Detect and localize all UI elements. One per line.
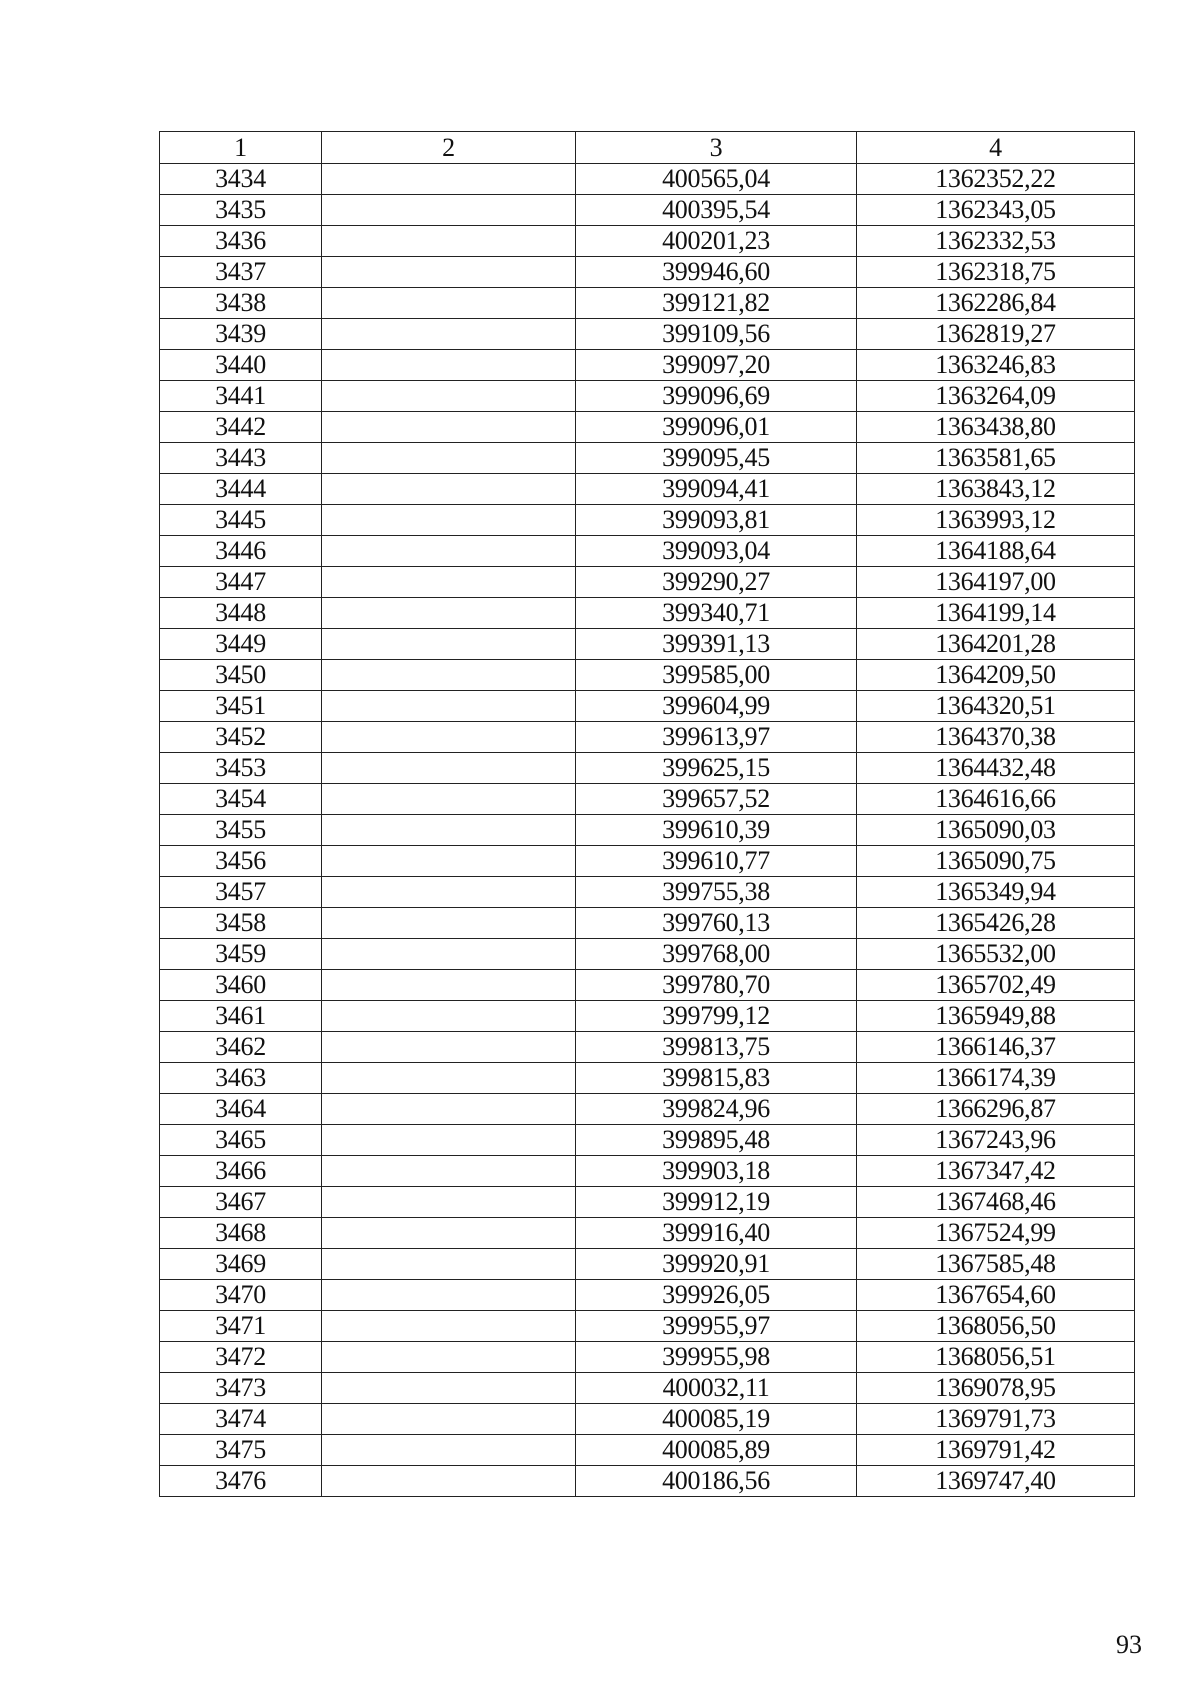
table-cell-col-1: 3459	[160, 939, 322, 970]
table-cell-col-3: 399815,83	[576, 1063, 857, 1094]
table-row	[160, 1218, 1135, 1249]
table-cell-col-1: 3462	[160, 1032, 322, 1063]
table-cell-col-4: 1364432,48	[857, 753, 1135, 784]
table-cell-col-4: 1362286,84	[857, 288, 1135, 319]
table-cell-col-2	[322, 443, 576, 474]
table-cell-col-3: 399946,60	[576, 257, 857, 288]
table-cell-col-2	[322, 660, 576, 691]
table-cell-col-4: 1365702,49	[857, 970, 1135, 1001]
table-row	[160, 319, 1135, 350]
table-cell-col-3: 399290,27	[576, 567, 857, 598]
table-cell-col-1: 3440	[160, 350, 322, 381]
table-row	[160, 536, 1135, 567]
table-row	[160, 1280, 1135, 1311]
table-cell-col-1: 3468	[160, 1218, 322, 1249]
table-cell-col-1: 3467	[160, 1187, 322, 1218]
table-cell-col-3: 399585,00	[576, 660, 857, 691]
table-cell-col-3: 399768,00	[576, 939, 857, 970]
table-cell-col-2	[322, 1404, 576, 1435]
table-cell-col-3: 400565,04	[576, 164, 857, 195]
table-cell-col-1: 3447	[160, 567, 322, 598]
table-cell-col-4: 1367524,99	[857, 1218, 1135, 1249]
table-cell-col-2	[322, 1342, 576, 1373]
table-row	[160, 350, 1135, 381]
table-cell-col-4: 1367585,48	[857, 1249, 1135, 1280]
table-cell-col-1: 3449	[160, 629, 322, 660]
table-cell-col-4: 1363438,80	[857, 412, 1135, 443]
table-cell-col-2	[322, 722, 576, 753]
table-cell-col-4: 1364616,66	[857, 784, 1135, 815]
table-cell-col-3: 399096,69	[576, 381, 857, 412]
table-cell-col-4: 1363581,65	[857, 443, 1135, 474]
table-cell-col-2	[322, 319, 576, 350]
table-cell-col-4: 1364188,64	[857, 536, 1135, 567]
table-cell-col-2	[322, 257, 576, 288]
table-cell-col-3: 399095,45	[576, 443, 857, 474]
table-cell-col-2	[322, 691, 576, 722]
table-cell-col-3: 399096,01	[576, 412, 857, 443]
table-cell-col-1: 3460	[160, 970, 322, 1001]
table-cell-col-4: 1367243,96	[857, 1125, 1135, 1156]
table-cell-col-3: 399610,77	[576, 846, 857, 877]
table-cell-col-4: 1367468,46	[857, 1187, 1135, 1218]
table-cell-col-2	[322, 1063, 576, 1094]
table-cell-col-1: 3442	[160, 412, 322, 443]
table-row	[160, 1435, 1135, 1466]
table-cell-col-2	[322, 1125, 576, 1156]
table-cell-col-1: 3476	[160, 1466, 322, 1497]
table-cell-col-1: 3451	[160, 691, 322, 722]
table-cell-col-1: 3463	[160, 1063, 322, 1094]
table-cell-col-3: 399391,13	[576, 629, 857, 660]
table-cell-col-2	[322, 1032, 576, 1063]
table-cell-col-3: 399824,96	[576, 1094, 857, 1125]
table-cell-col-2	[322, 474, 576, 505]
table-row	[160, 257, 1135, 288]
table-cell-col-1: 3470	[160, 1280, 322, 1311]
table-cell-col-2	[322, 567, 576, 598]
table-row	[160, 1187, 1135, 1218]
table-cell-col-4: 1365949,88	[857, 1001, 1135, 1032]
table-cell-col-1: 3465	[160, 1125, 322, 1156]
table-cell-col-1: 3464	[160, 1094, 322, 1125]
table-cell-col-2	[322, 1001, 576, 1032]
table-cell-col-2	[322, 164, 576, 195]
table-cell-col-1: 3461	[160, 1001, 322, 1032]
table-row	[160, 226, 1135, 257]
table-cell-col-1: 3444	[160, 474, 322, 505]
table-cell-col-3: 399780,70	[576, 970, 857, 1001]
table-row	[160, 474, 1135, 505]
table-cell-col-1: 3455	[160, 815, 322, 846]
table-cell-col-3: 399121,82	[576, 288, 857, 319]
table-cell-col-2	[322, 505, 576, 536]
table-cell-col-3: 399920,91	[576, 1249, 857, 1280]
table-cell-col-2	[322, 1280, 576, 1311]
table-row	[160, 1466, 1135, 1497]
table-row	[160, 1001, 1135, 1032]
table-cell-col-3: 399799,12	[576, 1001, 857, 1032]
table-cell-col-1: 3441	[160, 381, 322, 412]
table-cell-col-3: 399903,18	[576, 1156, 857, 1187]
table-cell-col-1: 3453	[160, 753, 322, 784]
table-row	[160, 1063, 1135, 1094]
table-cell-col-2	[322, 1435, 576, 1466]
table-cell-col-3: 399094,41	[576, 474, 857, 505]
table-row	[160, 691, 1135, 722]
table-cell-col-1: 3448	[160, 598, 322, 629]
table-row	[160, 443, 1135, 474]
table-cell-col-4: 1368056,50	[857, 1311, 1135, 1342]
table-cell-col-4: 1365349,94	[857, 877, 1135, 908]
table-cell-col-4: 1363264,09	[857, 381, 1135, 412]
table-row	[160, 784, 1135, 815]
table-cell-col-4: 1369078,95	[857, 1373, 1135, 1404]
table-cell-col-4: 1362332,53	[857, 226, 1135, 257]
table-cell-col-1: 3469	[160, 1249, 322, 1280]
table-cell-col-3: 399097,20	[576, 350, 857, 381]
table-row	[160, 722, 1135, 753]
table-row	[160, 381, 1135, 412]
table-cell-col-1: 3472	[160, 1342, 322, 1373]
table-row	[160, 753, 1135, 784]
table-cell-col-4: 1364197,00	[857, 567, 1135, 598]
table-cell-col-4: 1365090,75	[857, 846, 1135, 877]
column-header-4: 4	[857, 132, 1135, 164]
table-cell-col-3: 399657,52	[576, 784, 857, 815]
table-cell-col-1: 3443	[160, 443, 322, 474]
table-cell-col-2	[322, 970, 576, 1001]
table-cell-col-1: 3473	[160, 1373, 322, 1404]
table-cell-col-4: 1366174,39	[857, 1063, 1135, 1094]
table-cell-col-4: 1365090,03	[857, 815, 1135, 846]
table-row	[160, 1094, 1135, 1125]
table-cell-col-1: 3445	[160, 505, 322, 536]
table-cell-col-2	[322, 939, 576, 970]
table-row	[160, 970, 1135, 1001]
table-cell-col-4: 1364370,38	[857, 722, 1135, 753]
table-cell-col-2	[322, 753, 576, 784]
table-cell-col-2	[322, 288, 576, 319]
table-row	[160, 877, 1135, 908]
table-row	[160, 846, 1135, 877]
table-cell-col-2	[322, 1218, 576, 1249]
table-cell-col-1: 3452	[160, 722, 322, 753]
table-cell-col-2	[322, 598, 576, 629]
table-row	[160, 1249, 1135, 1280]
table-row	[160, 195, 1135, 226]
table-row	[160, 1125, 1135, 1156]
table-cell-col-4: 1364209,50	[857, 660, 1135, 691]
table-cell-col-3: 400395,54	[576, 195, 857, 226]
table-cell-col-3: 399955,97	[576, 1311, 857, 1342]
table-row	[160, 164, 1135, 195]
table-cell-col-4: 1367347,42	[857, 1156, 1135, 1187]
table-cell-col-2	[322, 1187, 576, 1218]
table-cell-col-2	[322, 1094, 576, 1125]
table-cell-col-1: 3438	[160, 288, 322, 319]
table-row	[160, 908, 1135, 939]
table-row	[160, 1404, 1135, 1435]
table-cell-col-3: 399610,39	[576, 815, 857, 846]
table-cell-col-1: 3474	[160, 1404, 322, 1435]
table-cell-col-3: 399955,98	[576, 1342, 857, 1373]
table-cell-col-1: 3437	[160, 257, 322, 288]
table-cell-col-2	[322, 877, 576, 908]
table-cell-col-1: 3457	[160, 877, 322, 908]
table-cell-col-1: 3434	[160, 164, 322, 195]
table-cell-col-3: 400085,19	[576, 1404, 857, 1435]
table-cell-col-1: 3435	[160, 195, 322, 226]
table-row	[160, 939, 1135, 970]
table-cell-col-4: 1363993,12	[857, 505, 1135, 536]
table-row	[160, 629, 1135, 660]
table-cell-col-2	[322, 1156, 576, 1187]
table-cell-col-4: 1362819,27	[857, 319, 1135, 350]
table-row	[160, 1032, 1135, 1063]
table-cell-col-2	[322, 536, 576, 567]
table-cell-col-4: 1365532,00	[857, 939, 1135, 970]
table-cell-col-2	[322, 815, 576, 846]
table-row	[160, 412, 1135, 443]
table-cell-col-4: 1369791,73	[857, 1404, 1135, 1435]
table-cell-col-2	[322, 195, 576, 226]
table-cell-col-2	[322, 846, 576, 877]
table-cell-col-3: 399916,40	[576, 1218, 857, 1249]
table-cell-col-1: 3439	[160, 319, 322, 350]
table-cell-col-4: 1363246,83	[857, 350, 1135, 381]
table-cell-col-1: 3450	[160, 660, 322, 691]
table-cell-col-3: 399604,99	[576, 691, 857, 722]
table-cell-col-2	[322, 1311, 576, 1342]
table-row	[160, 815, 1135, 846]
coordinates-table	[159, 131, 1135, 1497]
table-cell-col-2	[322, 1249, 576, 1280]
table-cell-col-3: 399109,56	[576, 319, 857, 350]
table-cell-col-4: 1364201,28	[857, 629, 1135, 660]
table-cell-col-3: 399093,81	[576, 505, 857, 536]
table-cell-col-4: 1362352,22	[857, 164, 1135, 195]
table-cell-col-3: 399340,71	[576, 598, 857, 629]
table-cell-col-1: 3458	[160, 908, 322, 939]
table-cell-col-3: 400032,11	[576, 1373, 857, 1404]
table-cell-col-2	[322, 908, 576, 939]
table-cell-col-3: 400186,56	[576, 1466, 857, 1497]
table-cell-col-2	[322, 350, 576, 381]
table-row	[160, 505, 1135, 536]
table-cell-col-3: 399895,48	[576, 1125, 857, 1156]
table-body	[160, 164, 1135, 1497]
table-cell-col-2	[322, 629, 576, 660]
table-cell-col-2	[322, 226, 576, 257]
table-row	[160, 1373, 1135, 1404]
table-cell-col-3: 400201,23	[576, 226, 857, 257]
table-cell-col-2	[322, 1466, 576, 1497]
table-row	[160, 1311, 1135, 1342]
page-number: 93	[1116, 1630, 1142, 1659]
table-cell-col-2	[322, 412, 576, 443]
table-cell-col-3: 399760,13	[576, 908, 857, 939]
table-row	[160, 598, 1135, 629]
table-cell-col-4: 1364320,51	[857, 691, 1135, 722]
table-cell-col-4: 1364199,14	[857, 598, 1135, 629]
table-cell-col-1: 3466	[160, 1156, 322, 1187]
table-cell-col-3: 399813,75	[576, 1032, 857, 1063]
table-row	[160, 288, 1135, 319]
column-header-2: 2	[322, 132, 576, 164]
table-cell-col-1: 3454	[160, 784, 322, 815]
table-row	[160, 1156, 1135, 1187]
table-row	[160, 660, 1135, 691]
table-cell-col-1: 3456	[160, 846, 322, 877]
table-cell-col-3: 399755,38	[576, 877, 857, 908]
table-cell-col-2	[322, 1373, 576, 1404]
table-cell-col-4: 1363843,12	[857, 474, 1135, 505]
table-cell-col-3: 399093,04	[576, 536, 857, 567]
table-cell-col-4: 1368056,51	[857, 1342, 1135, 1373]
table-cell-col-4: 1365426,28	[857, 908, 1135, 939]
table-cell-col-3: 399926,05	[576, 1280, 857, 1311]
table-cell-col-4: 1362343,05	[857, 195, 1135, 226]
column-header-1: 1	[160, 132, 322, 164]
table-cell-col-3: 399613,97	[576, 722, 857, 753]
table-cell-col-1: 3436	[160, 226, 322, 257]
table-cell-col-3: 399625,15	[576, 753, 857, 784]
table-cell-col-2	[322, 784, 576, 815]
table-cell-col-3: 400085,89	[576, 1435, 857, 1466]
table-cell-col-1: 3446	[160, 536, 322, 567]
table-cell-col-4: 1369791,42	[857, 1435, 1135, 1466]
table-cell-col-4: 1366146,37	[857, 1032, 1135, 1063]
table-header-row	[160, 132, 1135, 164]
table-cell-col-3: 399912,19	[576, 1187, 857, 1218]
table-cell-col-1: 3475	[160, 1435, 322, 1466]
column-header-3: 3	[576, 132, 857, 164]
table-cell-col-4: 1362318,75	[857, 257, 1135, 288]
table-cell-col-4: 1369747,40	[857, 1466, 1135, 1497]
table-cell-col-2	[322, 381, 576, 412]
table-cell-col-4: 1367654,60	[857, 1280, 1135, 1311]
table-cell-col-4: 1366296,87	[857, 1094, 1135, 1125]
table-cell-col-1: 3471	[160, 1311, 322, 1342]
table-row	[160, 1342, 1135, 1373]
table-row	[160, 567, 1135, 598]
